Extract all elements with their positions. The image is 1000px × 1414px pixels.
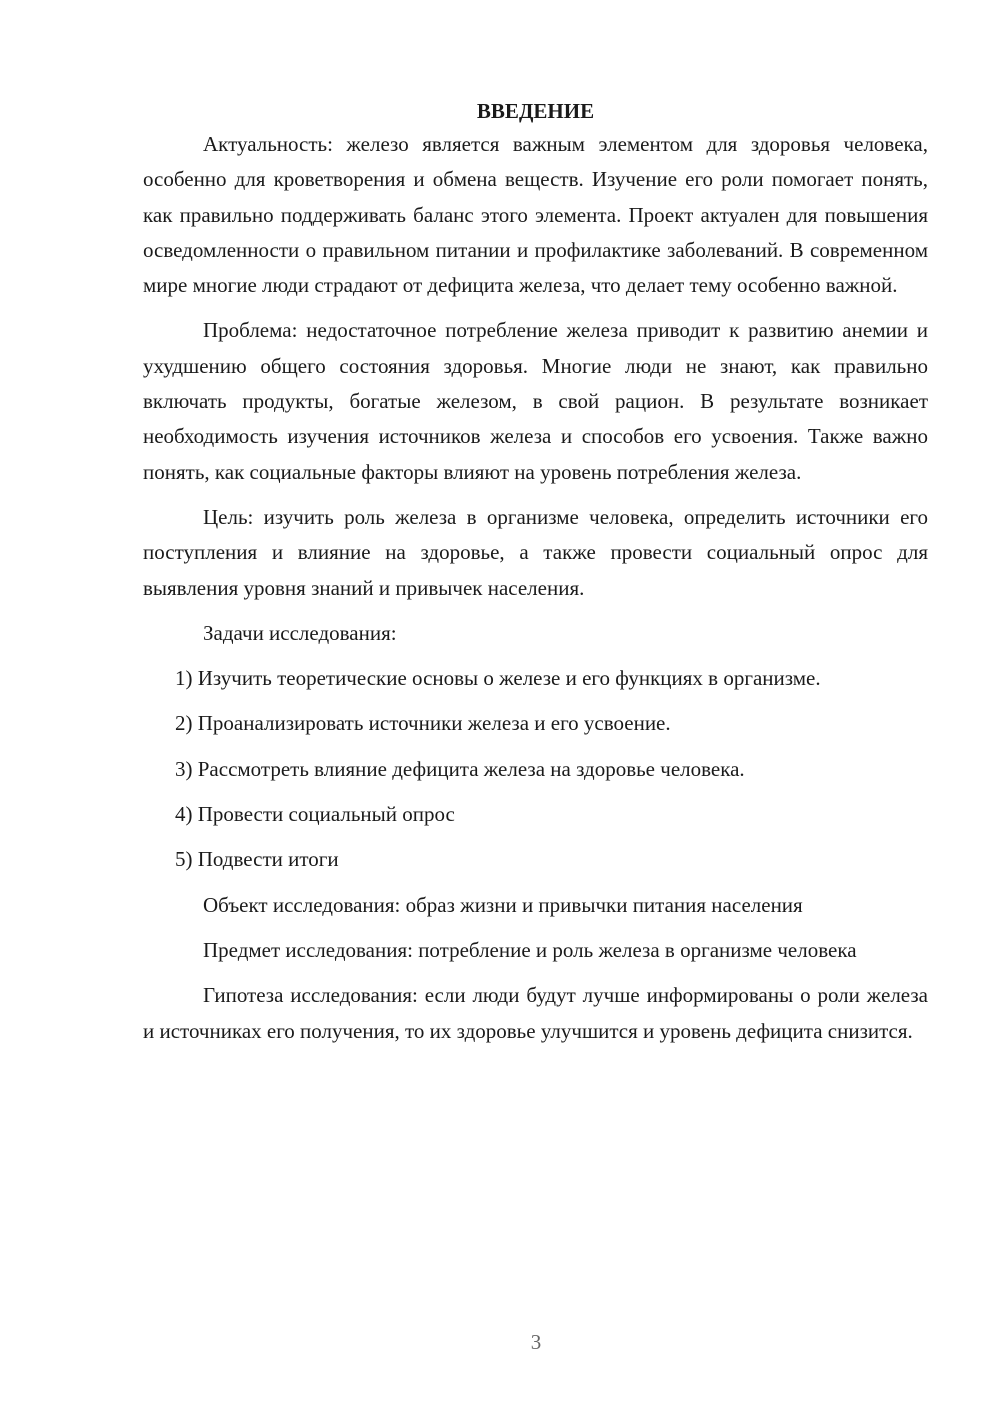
page-content <box>143 96 928 1049</box>
relevance-paragraph: Актуальность: железо является важным элементом для здоровья человека, особенно для кроветворения и обмена веществ. Изучение его роли помогает понять, как правильно поддерживать баланс этого элемента. Проект актуален для повышения осведомленности о правильном питании и профилактике заболеваний. В современном мире многие люди страдают от дефицита железа, что делает тему особенно важной. <box>143 132 928 298</box>
task-item-5: 5) Подвести итоги <box>175 847 339 872</box>
task-item-1: 1) Изучить теоретические основы о железе и его функциях в организме. <box>175 666 821 691</box>
problem-paragraph: Проблема: недостаточное потребление железа приводит к развитию анемии и ухудшению общего состояния здоровья. Многие люди не знают, как правильно включать продукты, богатые железом, в свой рацион. В результате возникает необходимость изучения источников железа и способов его усвоения. Также важно понять, как социальные факторы влияют на уровень потребления железа. <box>143 318 928 484</box>
task-item-4: 4) Провести социальный опрос <box>175 802 455 827</box>
goal-paragraph: Цель: изучить роль железа в организме человека, определить источники его поступления и влияние на здоровье, а также провести социальный опрос для выявления уровня знаний и привычек населения. <box>143 504 928 600</box>
subject-paragraph: Предмет исследования: потребление и роль железа в организме человека <box>203 937 857 962</box>
section-heading: ВВЕДЕНИЕ <box>476 99 595 123</box>
hypothesis-paragraph: Гипотеза исследования: если люди будут лучше информированы о роли железа и источниках его получения, то их здоровье улучшится и уровень дефицита снизится. <box>143 983 928 1043</box>
object-paragraph: Объект исследования: образ жизни и привычки питания населения <box>203 892 803 917</box>
tasks-title: Задачи исследования: <box>203 620 397 645</box>
page-number: 3 <box>530 1330 542 1354</box>
task-item-3: 3) Рассмотреть влияние дефицита железа на здоровье человека. <box>175 756 745 781</box>
task-item-2: 2) Проанализировать источники железа и его усвоение. <box>175 711 671 736</box>
